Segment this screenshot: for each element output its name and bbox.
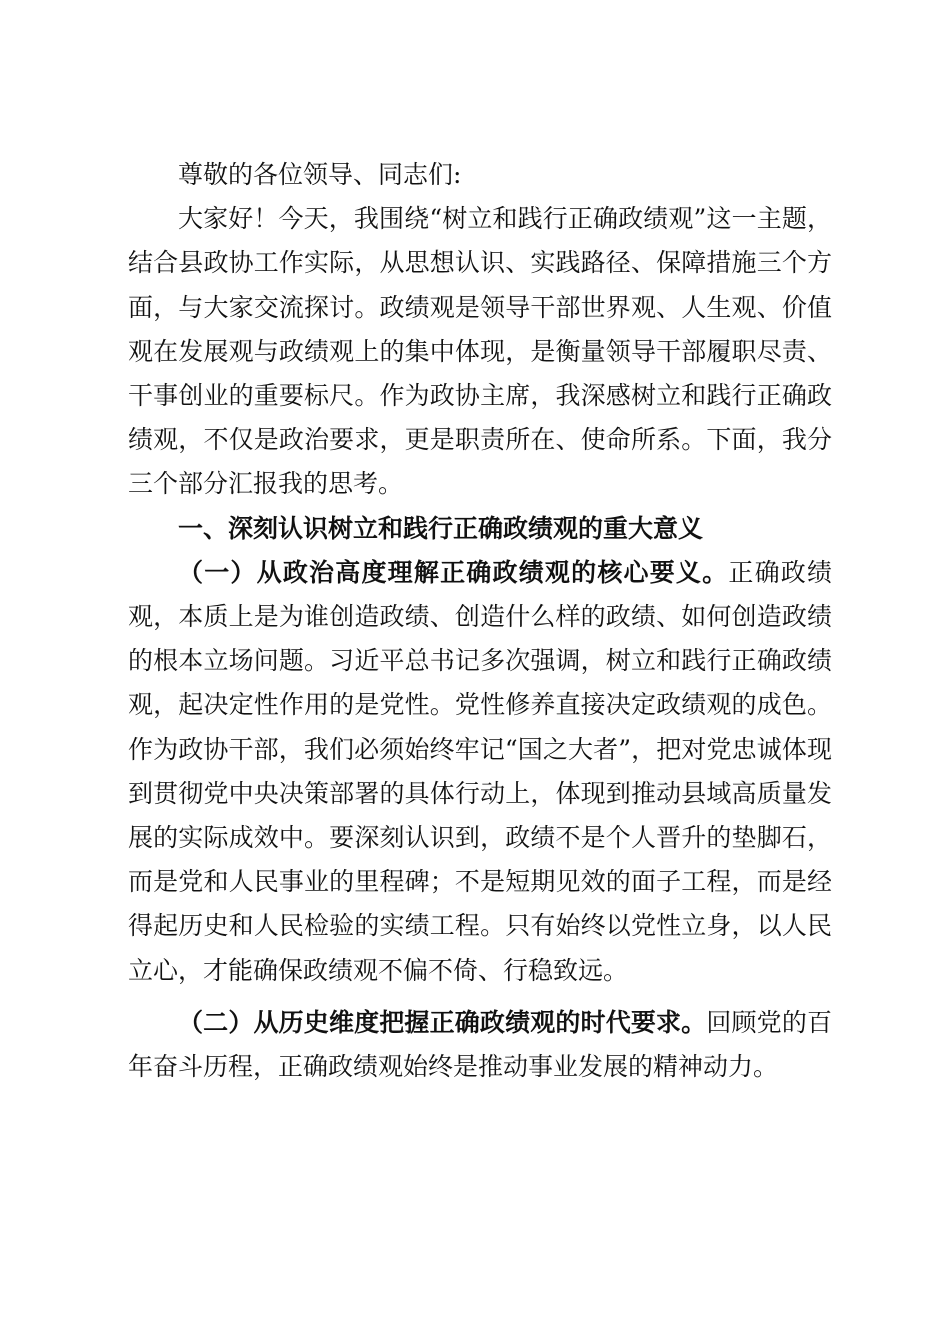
point-2-paragraph	[128, 1001, 832, 1089]
document-page	[128, 153, 832, 1089]
point-1-paragraph	[128, 551, 832, 993]
salutation: 尊敬的各位领导、同志们:	[178, 160, 462, 189]
intro-paragraph: 大家好！今天，我围绕“树立和践行正确政绩观”这一主题，结合县政协工作实际，从思想认识、实践路径、保障措施三个方面，与大家交流探讨。政绩观是领导干部世界观、人生观、价值观在发展观与政绩观上的集中体现，是衡量领导干部履职尽责、干事创业的重要标尺。作为政协主席，我深感树立和践行正确政绩观，不仅是政治要求，更是职责所在、使命所系。下面，我分三个部分汇报我的思考。	[128, 204, 832, 499]
point-2-body: 回顾党的百年奋斗历程，正确政绩观始终是推动事业发展的精神动力。	[128, 1007, 832, 1082]
point-2-lead: （二）从历史维度把握正确政绩观的时代要求。	[178, 1007, 707, 1037]
point-1-body: 正确政绩观，本质上是为谁创造政绩、创造什么样的政绩、如何创造政绩的根本立场问题。习近平总书记多次强调，树立和践行正确政绩观，起决定性作用的是党性。党性修养直接决定政绩观的成色。作为政协干部，我们必须始终牢记“国之大者”，把对党忠诚体现到贯彻党中央决策部署的具体行动上，体现到推动县域高质量发展的实际成效中。要深刻认识到，政绩不是个人晋升的垫脚石，而是党和人民事业的里程碑；不是短期见效的面子工程，而是经得起历史和人民检验的实绩工程。只有始终以党性立身，以人民立心，才能确保政绩观不偏不倚、行稳致远。	[128, 557, 832, 985]
point-1-lead: （一）从政治高度理解正确政绩观的核心要义。	[178, 557, 729, 587]
section-heading: 一、深刻认识树立和践行正确政绩观的重大意义	[178, 513, 704, 543]
